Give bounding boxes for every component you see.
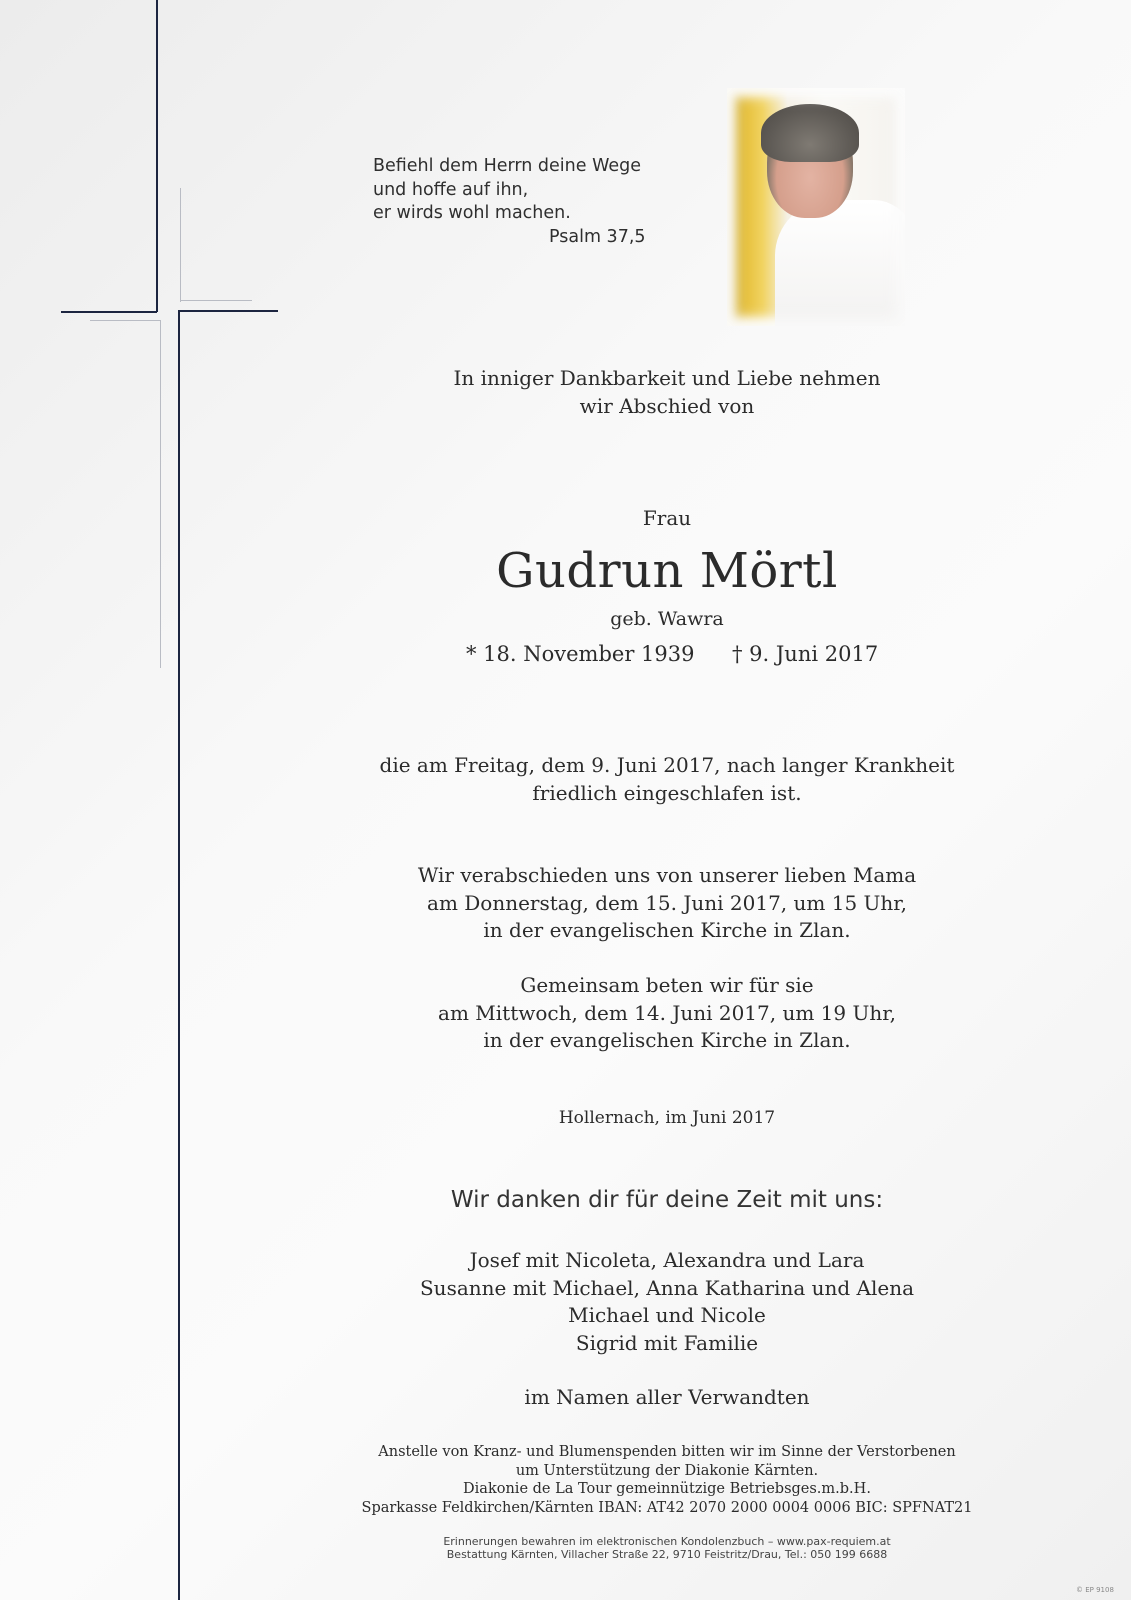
farewell-line: am Donnerstag, dem 15. Juni 2017, um 15 Uhr, <box>427 890 907 915</box>
salutation: Frau <box>642 506 692 530</box>
donation-notice <box>360 1443 974 1517</box>
footer-line: Erinnerungen bewahren im elektronischen Kondolenzbuch – www.pax-requiem.at <box>443 1535 891 1548</box>
farewell-line: Wir verabschieden uns von unserer lieben Mama <box>417 863 917 887</box>
quote-reference: Psalm 37,5 <box>549 226 646 247</box>
donation-line: Diakonie de La Tour gemeinnützige Betriebsges.m.b.H. <box>463 1481 871 1497</box>
family-member: Michael und Nicole <box>568 1303 766 1327</box>
deceased-name: Gudrun Mörtl <box>496 543 838 599</box>
family-member: Susanne mit Michael, Anna Katharina und Alena <box>419 1275 915 1300</box>
donation-line: um Unterstützung der Diakonie Kärnten. <box>515 1462 819 1479</box>
family-list <box>370 1247 964 1357</box>
farewell-line: in der evangelischen Kirche in Zlan. <box>483 918 851 942</box>
publisher-mark: © EP 9108 <box>1076 1586 1114 1594</box>
psalm-quote <box>373 155 646 249</box>
footer <box>360 1535 974 1561</box>
passing-line: die am Freitag, dem 9. Juni 2017, nach langer Krankheit <box>379 753 955 777</box>
donation-line: Sparkasse Feldkirchen/Kärnten IBAN: AT42 2070 2000 0004 0006 BIC: SPFNAT21 <box>361 1499 973 1516</box>
thanks-heading: Wir danken dir für deine Zeit mit uns: <box>450 1187 884 1213</box>
intro-line: In inniger Dankbarkeit und Liebe nehmen <box>453 366 881 390</box>
birth-date: * 18. November 1939 <box>466 642 695 666</box>
donation-line: Anstelle von Kranz- und Blumenspenden bitten wir im Sinne der Verstorbenen <box>378 1444 956 1460</box>
place-date: Hollernach, im Juni 2017 <box>558 1108 776 1128</box>
maiden-name: geb. Wawra <box>610 608 724 630</box>
family-member: Josef mit Nicoleta, Alexandra und Lara <box>469 1248 865 1272</box>
death-date: † 9. Juni 2017 <box>732 642 879 666</box>
prayer-line: am Mittwoch, dem 14. Juni 2017, um 19 Uhr, <box>438 1000 896 1025</box>
prayer-text <box>370 972 964 1055</box>
passing-text <box>370 752 964 807</box>
portrait-photo <box>727 88 905 326</box>
footer-line: Bestattung Kärnten, Villacher Straße 22, 9710 Feistritz/Drau, Tel.: 050 199 6688 <box>446 1548 888 1561</box>
family-member: Sigrid mit Familie <box>575 1330 759 1355</box>
prayer-line: Gemeinsam beten wir für sie <box>520 973 814 997</box>
quote-line: Befiehl dem Herrn deine Wege <box>373 156 641 176</box>
quote-line: er wirds wohl machen. <box>373 203 571 223</box>
intro-text <box>400 365 934 420</box>
intro-line: wir Abschied von <box>579 393 755 418</box>
farewell-text <box>370 862 964 945</box>
prayer-line: in der evangelischen Kirche in Zlan. <box>483 1028 851 1052</box>
quote-line: und hoffe auf ihn, <box>373 179 529 200</box>
relatives-line: im Namen aller Verwandten <box>524 1385 810 1409</box>
passing-line: friedlich eingeschlafen ist. <box>532 780 802 805</box>
